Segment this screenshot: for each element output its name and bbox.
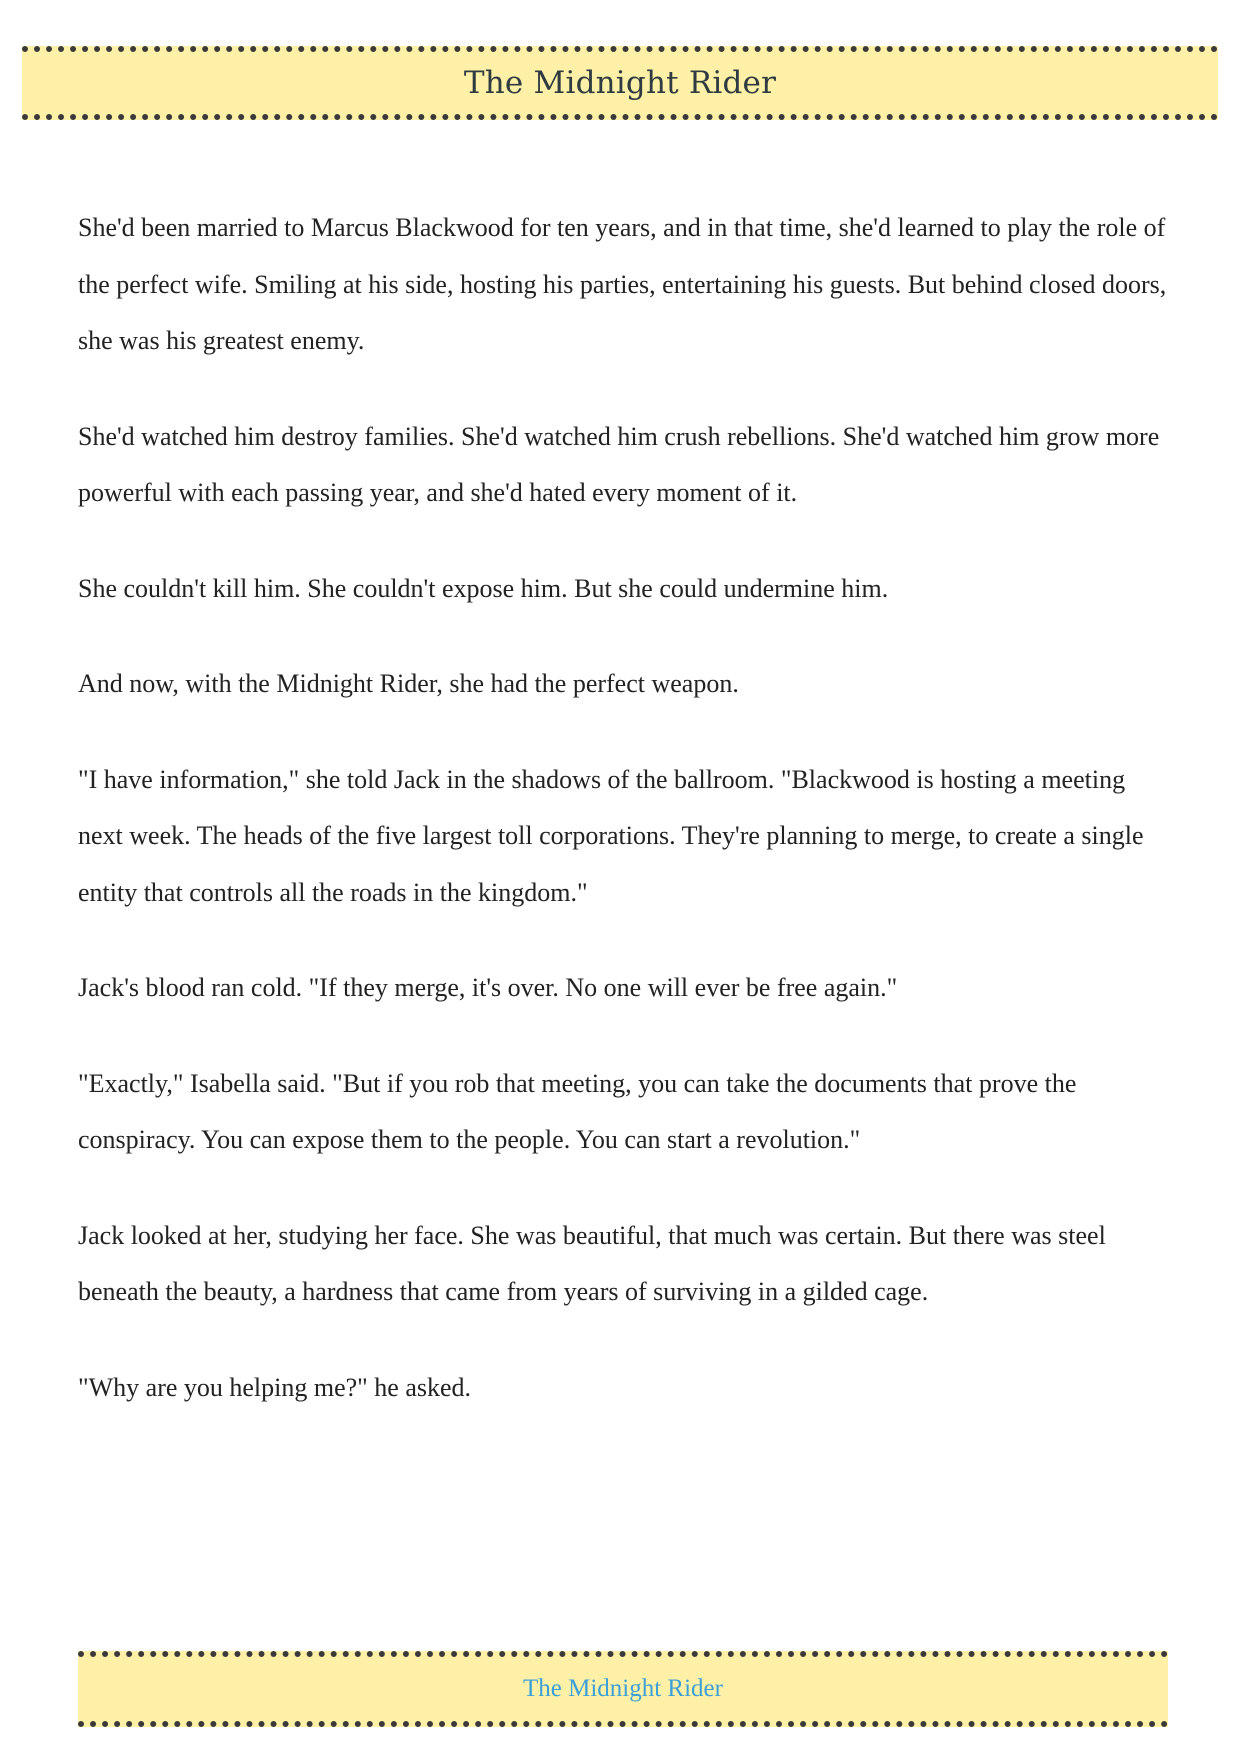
footer-banner	[78, 1651, 1168, 1727]
footer-title: The Midnight Rider	[523, 1675, 723, 1702]
page-title: The Midnight Rider	[463, 65, 777, 101]
paragraph: "I have information," she told Jack in the shadows of the ballroom. "Blackwood is hosting a meeting next week. The heads of the five largest toll corporations. They're planning to merge, to create a single entity that controls all the roads in the kingdom."	[78, 764, 1144, 907]
paragraph: "Why are you helping me?" he asked.	[78, 1372, 472, 1402]
paragraph: "Exactly," Isabella said. "But if you rob that meeting, you can take the documents that prove the conspiracy. You can expose them to the people. You can start a revolution."	[78, 1068, 1077, 1154]
header-banner	[22, 46, 1218, 120]
paragraph: Jack looked at her, studying her face. She was beautiful, that much was certain. But there was steel beneath the beauty, a hardness that came from years of surviving in a gilded cage.	[78, 1220, 1106, 1306]
paragraph: She'd been married to Marcus Blackwood for ten years, and in that time, she'd learned to play the role of the perfect wife. Smiling at his side, hosting his parties, entertaining his guests. But behind closed doors, she was his greatest enemy.	[78, 213, 1167, 355]
paragraph: And now, with the Midnight Rider, she had the perfect weapon.	[78, 669, 739, 698]
story-body	[78, 200, 1168, 1455]
paragraph: Jack's blood ran cold. "If they merge, it's over. No one will ever be free again."	[78, 973, 898, 1002]
paragraph: She couldn't kill him. She couldn't expose him. But she could undermine him.	[78, 573, 889, 603]
paragraph: She'd watched him destroy families. She'd watched him crush rebellions. She'd watched him grow more powerful with each passing year, and she'd hated every moment of it.	[78, 421, 1160, 507]
